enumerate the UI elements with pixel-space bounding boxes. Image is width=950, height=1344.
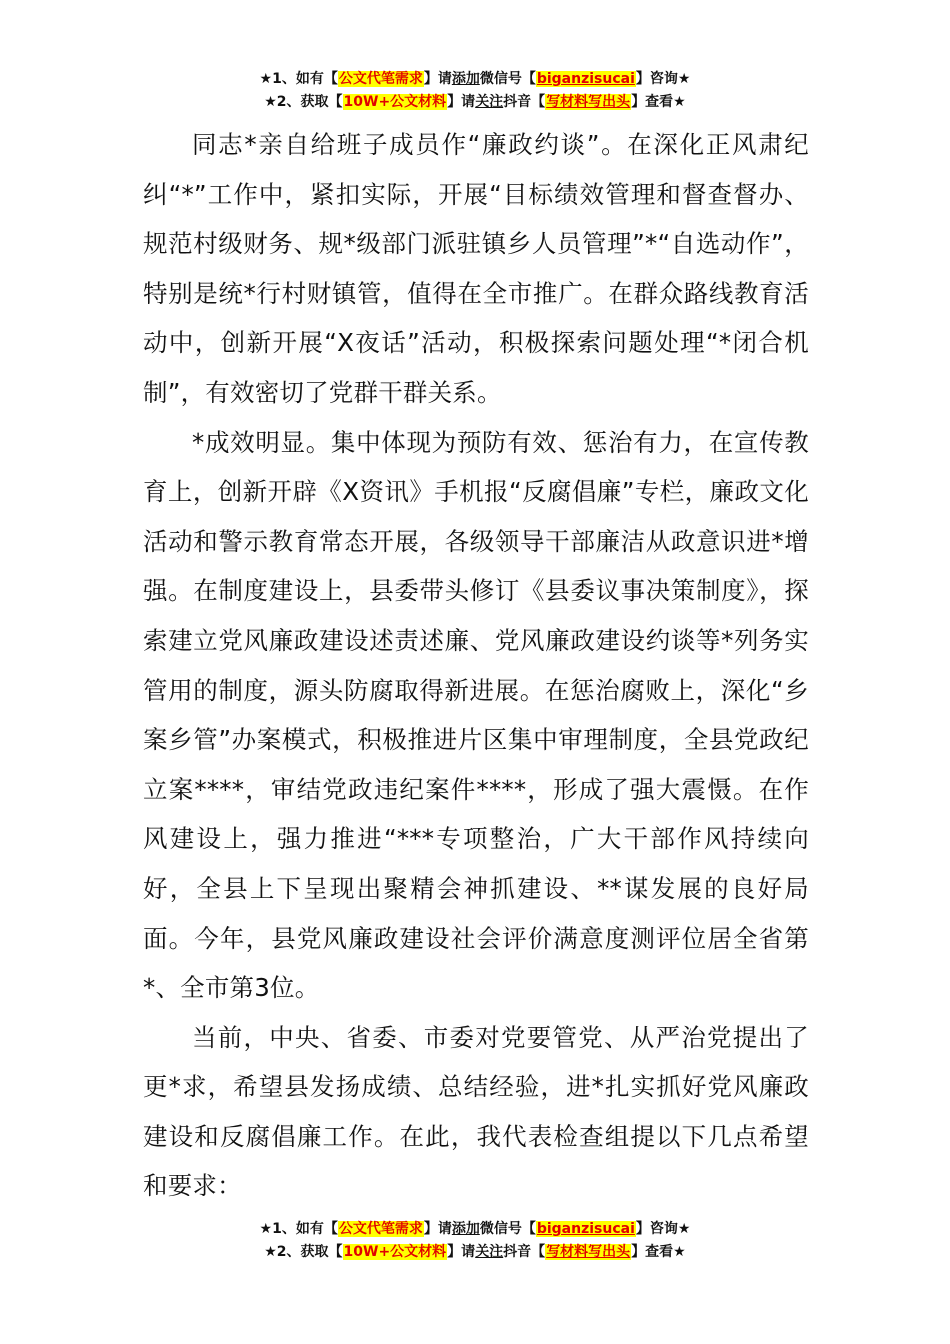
paragraph-1: 同志*亲自给班子成员作“廉政约谈”。在深化正风肃纪纠“*”工作中，紧扣实际，开展“目标绩效管理和督查督办、规范村级财务、规*级部门派驻镇乡人员管理”*“自选动作”，特别是统*行村财镇管，值得在全市推广。在群众路线教育活动中，创新开展“X夜话”活动，积极探索问题处理“*闭合机制”，有效密切了党群干群关系。 xyxy=(143,130,809,407)
douyin-account: 写材料写出头 xyxy=(546,1244,631,1260)
wechat-id: biganzisucai xyxy=(536,71,635,87)
highlight-materials: 10W+公文材料 xyxy=(343,94,447,110)
banner-line-2: ★2、获取【10W+公文材料】请关注抖音【写材料写出头】查看★ xyxy=(264,94,686,110)
highlight-ghostwriting: 公文代笔需求 xyxy=(338,71,423,87)
paragraph-2: *成效明显。集中体现为预防有效、惩治有力，在宣传教育上，创新开辟《X资讯》手机报“反腐倡廉”专栏，廉政文化活动和警示教育常态开展，各级领导干部廉洁从政意识进*增强。在制度建设上，县委带头修订《县委议事决策制度》，探索建立党风廉政建设述责述廉、党风廉政建设约谈等*列务实管用的制度，源头防腐取得新进展。在惩治腐败上，深化“乡案乡管”办案模式，积极推进片区集中审理制度，全县党政纪立案****，审结党政违纪案件****，形成了强大震慑。在作风建设上，强力推进“***专项整治，广大干部作风持续向好，全县上下呈现出聚精会神抓建设、**谋发展的良好局面。今年，县党风廉政建设社会评价满意度测评位居全省第*、全市第3位。 xyxy=(143,427,809,1003)
wechat-id: biganzisucai xyxy=(536,1221,635,1237)
bottom-banner xyxy=(0,1218,950,1264)
paragraph-3: 当前，中央、省委、市委对党要管党、从严治党提出了更*求，希望县发扬成绩、总结经验，进*扎实抓好党风廉政建设和反腐倡廉工作。在此，我代表检查组提以下几点希望和要求： xyxy=(143,1022,809,1201)
document-body xyxy=(143,120,809,1211)
banner-line-2: ★2、获取【10W+公文材料】请关注抖音【写材料写出头】查看★ xyxy=(264,1244,686,1260)
banner-line-1: ★1、如有【公文代笔需求】请添加微信号【biganzisucai】咨询★ xyxy=(259,71,691,87)
douyin-account: 写材料写出头 xyxy=(546,94,631,110)
highlight-ghostwriting: 公文代笔需求 xyxy=(338,1221,423,1237)
top-banner xyxy=(0,68,950,114)
banner-line-1: ★1、如有【公文代笔需求】请添加微信号【biganzisucai】咨询★ xyxy=(259,1221,691,1237)
highlight-materials: 10W+公文材料 xyxy=(343,1244,447,1260)
